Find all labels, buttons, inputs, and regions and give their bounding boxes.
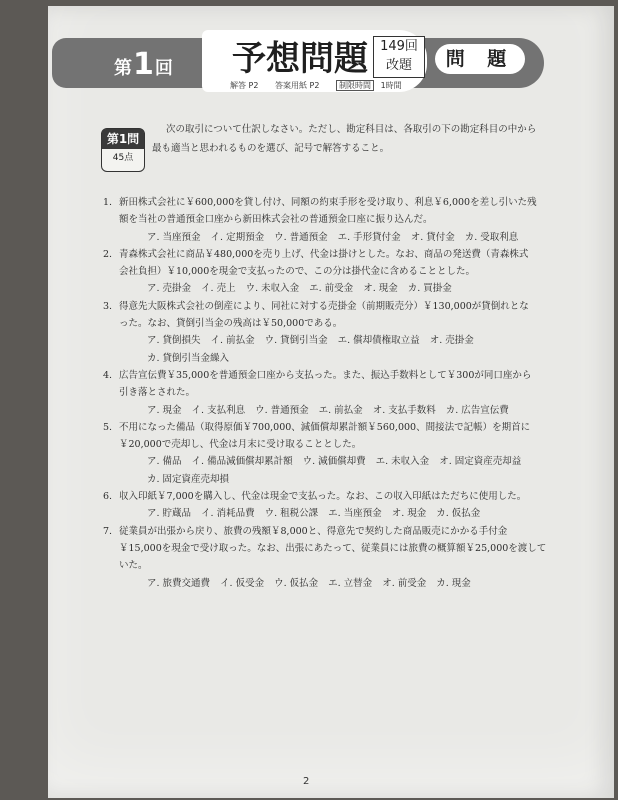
account-options [119,402,551,419]
round-number: 1 [133,47,155,82]
account-option: ウ. 未収入金 [245,283,300,295]
account-option: オ. 貸付金 [410,231,455,243]
round-suffix: 回 [154,58,174,79]
account-option: カ. 固定資産売却損 [147,473,230,485]
account-options [119,471,551,488]
exam-round: 149回 [380,39,418,54]
account-option: オ. 支払手数料 [372,404,436,416]
section-label: 問 題 [435,44,525,74]
account-option: ウ. 租税公課 [264,508,319,520]
account-option: カ. 広告宣伝費 [445,404,509,416]
header-references [230,80,416,92]
account-option: エ. 立替金 [328,577,373,589]
time-value: 1時間 [380,81,402,90]
account-options [119,332,551,349]
question-line: 青森株式会社に商品￥480,000を売り上げ、代金は掛けとした。なお、商品の発送費（青森株式 [119,248,529,260]
question-number: 2. [103,248,113,260]
question-line: 従業員が出張から戻り、旅費の残額￥8,000と、得意先で契約した商品販売にかかる手付金 [119,525,508,537]
account-option: エ. 前払金 [318,404,363,416]
question-line: 引き落とされた。 [119,387,196,399]
account-option: ア. 売掛金 [147,283,192,295]
account-option: ア. 貸倒損失 [147,335,201,347]
question-number: 6. [103,491,113,503]
account-option: オ. 売掛金 [429,335,474,347]
account-option: イ. 消耗品費 [201,508,255,520]
question-number: 7. [103,525,113,537]
instruction-line: 最も適当と思われるものを選び、記号で解答すること。 [152,143,390,154]
question-text [103,419,551,488]
account-option: イ. 前払金 [210,335,255,347]
account-options [119,229,551,246]
account-option: カ. 仮払金 [436,508,481,520]
account-option: カ. 貸倒引当金繰入 [147,352,230,364]
problem-badge [101,128,145,172]
question-line: ￥15,000を現金で受け取った。なお、出張にあたって、従業員には旅費の概算額￥25,000を渡して [119,542,547,554]
account-option: ア. 当座預金 [147,231,201,243]
account-option: オ. 固定資産売却益 [439,456,522,468]
question-line: った。なお、貸倒引当金の残高は￥50,000である。 [119,318,343,330]
question-line: 新田株式会社に￥600,000を貸し付け、同額の約束手形を受け取り、利息￥6,000を差し引いた残 [119,197,537,208]
question-number: 4. [103,369,113,381]
question-number: 3. [103,300,113,312]
account-option: イ. 仮受金 [220,577,265,589]
question-text [103,246,551,298]
question-number: 1. [103,197,113,208]
question-number: 5. [103,421,113,433]
question-list [103,194,551,592]
account-option: カ. 買掛金 [407,283,452,295]
answer-ref: 解答 P2 [230,81,259,90]
question-item [103,194,551,246]
question-line: 得意先大阪株式会社の倒産により、同社に対する売掛金（前期販売分）￥130,000が貸倒れとな [119,300,529,312]
question-line: 不用になった備品（取得原価￥700,000、減価償却累計額￥560,000、間接法で記帳）を期首に [119,421,531,433]
question-item [103,523,551,592]
question-item [103,246,551,298]
time-label: 制限時間 [336,80,374,91]
problem-instructions [152,120,552,158]
question-text [103,523,551,592]
round-prefix: 第 [114,58,133,79]
question-line: 額を当社の普通預金口座から新田株式会社の普通預金口座に振り込んだ。 [119,214,433,226]
account-option: イ. 支払利息 [191,404,246,416]
question-line: ￥20,000で売却し、代金は月末に受け取ることとした。 [119,439,362,451]
question-item [103,488,551,523]
account-option: エ. 手形貸付金 [337,231,401,243]
question-line: 広告宣伝費￥35,000を普通預金口座から支払った。また、振込手数料として￥300が同口座から [119,369,532,381]
question-text [103,367,551,419]
instruction-line: 次の取引について仕訳しなさい。ただし、勘定科目は、各取引の下の勘定科目の中から [166,124,537,135]
question-item [103,298,551,367]
account-option: オ. 現金 [363,283,398,295]
account-options [119,575,551,592]
question-line: 収入印紙￥7,000を購入し、代金は現金で支払った。なお、この収入印紙はただちに使用した。 [119,491,527,503]
problem-badge-label: 第1問 [102,129,144,149]
question-item [103,367,551,419]
account-option: ア. 貯蔵品 [147,508,192,520]
account-option: ウ. 貸倒引当金 [264,335,328,347]
page-number: 2 [303,776,310,787]
account-option: ア. 備品 [147,456,182,468]
account-option: エ. 当座預金 [328,508,382,520]
account-options [119,505,551,522]
account-option: ウ. 普通預金 [274,231,328,243]
account-option: オ. 現金 [391,508,427,520]
account-options [119,280,551,297]
account-option: イ. 売上 [201,283,236,295]
account-option: オ. 前受金 [382,577,427,589]
problem-points: 45点 [112,153,134,163]
account-option: エ. 償却債権取立益 [337,335,420,347]
question-item [103,419,551,488]
account-option: エ. 未収入金 [375,456,430,468]
account-option: ア. 旅費交通費 [147,577,211,589]
page-title: 予想問題 [232,39,368,79]
account-option: カ. 現金 [436,577,471,589]
account-option: ウ. 減価償却費 [302,456,366,468]
sheet-ref: 答案用紙 P2 [275,81,320,90]
question-text [103,488,551,523]
account-option: ウ. 普通預金 [255,404,309,416]
account-option: ア. 現金 [147,404,182,416]
question-line: いた。 [119,560,148,572]
account-option: カ. 受取利息 [464,231,519,243]
question-line: 会社負担）￥10,000を現金で支払ったので、この分は掛代金に含めることとした。 [119,266,476,278]
question-text [103,194,551,246]
account-option: ウ. 仮払金 [274,577,319,589]
round-label [114,47,174,82]
account-option: エ. 前受金 [309,283,354,295]
question-text [103,298,551,367]
account-option: イ. 備品減価償却累計額 [191,456,293,468]
account-options [119,453,551,470]
exam-round-box [373,36,425,78]
account-options [119,350,551,367]
account-option: イ. 定期預金 [210,231,265,243]
revision-label: 改題 [385,58,412,73]
